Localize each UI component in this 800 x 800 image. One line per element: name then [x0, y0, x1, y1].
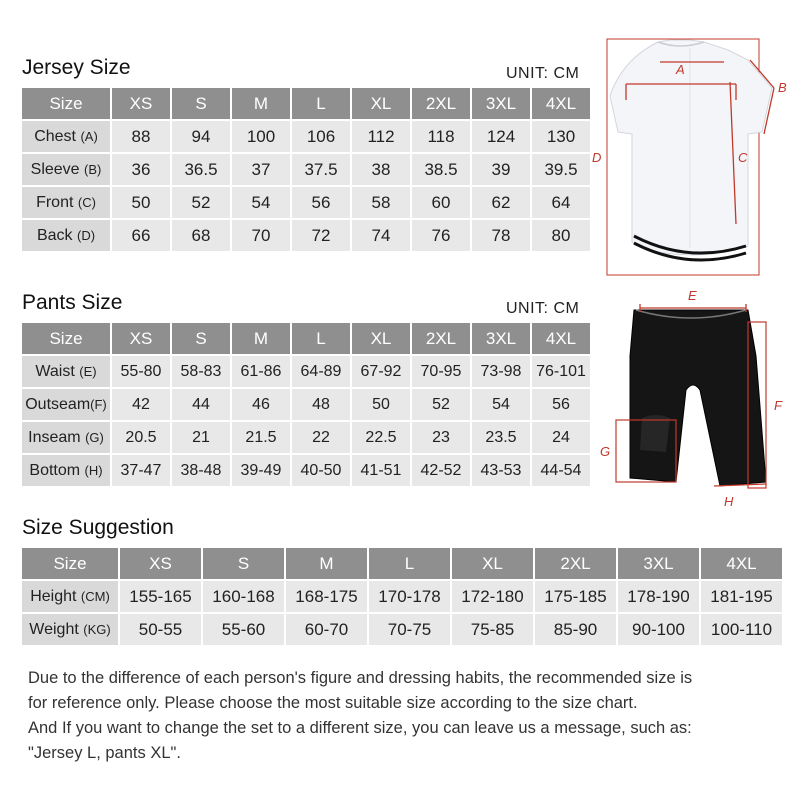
table-cell: 39-49 — [231, 454, 291, 487]
table-cell: 73-98 — [471, 355, 531, 388]
header-cell: 2XL — [411, 322, 471, 355]
table-cell: 46 — [231, 388, 291, 421]
table-cell: 56 — [531, 388, 591, 421]
header-cell: L — [368, 547, 451, 580]
table-cell: 50-55 — [119, 613, 202, 646]
table-cell: 68 — [171, 219, 231, 252]
table-cell: 64-89 — [291, 355, 351, 388]
table-cell: 181-195 — [700, 580, 783, 613]
table-row — [21, 580, 783, 613]
jersey-size-title: Jersey Size — [22, 56, 131, 79]
note-line: for reference only. Please choose the most suitable size according to the size chart. — [28, 694, 638, 712]
table-cell: 172-180 — [451, 580, 534, 613]
header-cell: S — [171, 322, 231, 355]
jersey-body — [610, 40, 772, 255]
jersey-illustration — [592, 36, 794, 280]
table-cell: 55-60 — [202, 613, 285, 646]
table-cell: 42 — [111, 388, 171, 421]
table-cell: 155-165 — [119, 580, 202, 613]
table-cell: 60-70 — [285, 613, 368, 646]
table-cell: 62 — [471, 186, 531, 219]
row-label: Inseam (G) — [21, 421, 111, 454]
table-row — [21, 421, 591, 454]
table-cell: 38 — [351, 153, 411, 186]
jersey-label-a: A — [676, 62, 685, 77]
table-cell: 50 — [111, 186, 171, 219]
table-row — [21, 613, 783, 646]
table-cell: 170-178 — [368, 580, 451, 613]
table-cell: 44 — [171, 388, 231, 421]
table-cell: 70-75 — [368, 613, 451, 646]
header-cell: 3XL — [617, 547, 700, 580]
jersey-label-c: C — [738, 150, 748, 165]
table-cell: 54 — [471, 388, 531, 421]
header-cell: S — [171, 87, 231, 120]
table-cell: 78 — [471, 219, 531, 252]
pants-label-f: F — [774, 398, 782, 413]
header-cell: Size — [21, 547, 119, 580]
pants-size-table — [20, 321, 592, 488]
table-cell: 22.5 — [351, 421, 411, 454]
table-cell: 130 — [531, 120, 591, 153]
table-cell: 175-185 — [534, 580, 617, 613]
header-cell: 4XL — [700, 547, 783, 580]
table-header-row — [21, 322, 591, 355]
header-cell: 4XL — [531, 87, 591, 120]
table-cell: 90-100 — [617, 613, 700, 646]
table-cell: 112 — [351, 120, 411, 153]
row-label: Height (CM) — [21, 580, 119, 613]
table-header-row — [21, 547, 783, 580]
table-cell: 54 — [231, 186, 291, 219]
table-cell: 21.5 — [231, 421, 291, 454]
table-row — [21, 153, 591, 186]
header-cell: 3XL — [471, 87, 531, 120]
size-recommendation-note — [28, 666, 780, 766]
table-cell: 39 — [471, 153, 531, 186]
table-cell: 22 — [291, 421, 351, 454]
table-cell: 42-52 — [411, 454, 471, 487]
jersey-unit-label: UNIT: CM — [506, 65, 580, 82]
table-cell: 94 — [171, 120, 231, 153]
table-cell: 80 — [531, 219, 591, 252]
row-label: Outseam(F) — [21, 388, 111, 421]
table-cell: 21 — [171, 421, 231, 454]
table-cell: 52 — [411, 388, 471, 421]
table-cell: 74 — [351, 219, 411, 252]
table-cell: 160-168 — [202, 580, 285, 613]
table-cell: 85-90 — [534, 613, 617, 646]
jersey-size-table — [20, 86, 592, 253]
table-cell: 106 — [291, 120, 351, 153]
table-cell: 60 — [411, 186, 471, 219]
table-cell: 48 — [291, 388, 351, 421]
note-line: Due to the difference of each person's figure and dressing habits, the recommended size is — [28, 669, 693, 687]
table-cell: 38.5 — [411, 153, 471, 186]
header-cell: XS — [111, 87, 171, 120]
header-cell: XL — [351, 322, 411, 355]
size-suggestion-table — [20, 546, 784, 647]
header-cell: S — [202, 547, 285, 580]
table-cell: 24 — [531, 421, 591, 454]
table-cell: 168-175 — [285, 580, 368, 613]
table-row — [21, 355, 591, 388]
pants-unit-label: UNIT: CM — [506, 300, 580, 317]
table-cell: 43-53 — [471, 454, 531, 487]
header-cell: M — [231, 322, 291, 355]
row-label: Waist (E) — [21, 355, 111, 388]
header-cell: 2XL — [534, 547, 617, 580]
size-suggestion-title: Size Suggestion — [22, 516, 174, 539]
table-cell: 36.5 — [171, 153, 231, 186]
header-cell: 2XL — [411, 87, 471, 120]
header-cell: 4XL — [531, 322, 591, 355]
jersey-label-d: D — [592, 150, 602, 165]
table-cell: 100-110 — [700, 613, 783, 646]
row-label: Back (D) — [21, 219, 111, 252]
table-cell: 88 — [111, 120, 171, 153]
table-cell: 50 — [351, 388, 411, 421]
header-cell: Size — [21, 87, 111, 120]
table-row — [21, 219, 591, 252]
table-header-row — [21, 87, 591, 120]
table-cell: 39.5 — [531, 153, 591, 186]
table-cell: 58-83 — [171, 355, 231, 388]
table-cell: 70-95 — [411, 355, 471, 388]
table-row — [21, 454, 591, 487]
header-cell: XS — [119, 547, 202, 580]
header-cell: XL — [351, 87, 411, 120]
header-cell: Size — [21, 322, 111, 355]
table-cell: 76-101 — [531, 355, 591, 388]
table-row — [21, 388, 591, 421]
table-cell: 75-85 — [451, 613, 534, 646]
row-label: Chest (A) — [21, 120, 111, 153]
table-cell: 52 — [171, 186, 231, 219]
header-cell: L — [291, 87, 351, 120]
table-cell: 40-50 — [291, 454, 351, 487]
table-cell: 55-80 — [111, 355, 171, 388]
table-cell: 118 — [411, 120, 471, 153]
header-cell: 3XL — [471, 322, 531, 355]
table-cell: 44-54 — [531, 454, 591, 487]
header-cell: M — [285, 547, 368, 580]
row-label: Bottom (H) — [21, 454, 111, 487]
table-cell: 37 — [231, 153, 291, 186]
pants-illustration — [596, 286, 796, 512]
header-cell: M — [231, 87, 291, 120]
table-cell: 72 — [291, 219, 351, 252]
row-label: Front (C) — [21, 186, 111, 219]
table-row — [21, 120, 591, 153]
table-cell: 36 — [111, 153, 171, 186]
pants-label-h: H — [724, 494, 734, 509]
header-cell: XS — [111, 322, 171, 355]
pants-label-e: E — [688, 288, 697, 303]
table-cell: 20.5 — [111, 421, 171, 454]
table-cell: 23.5 — [471, 421, 531, 454]
table-row — [21, 186, 591, 219]
table-cell: 124 — [471, 120, 531, 153]
row-label: Sleeve (B) — [21, 153, 111, 186]
table-cell: 23 — [411, 421, 471, 454]
table-cell: 58 — [351, 186, 411, 219]
note-line: And If you want to change the set to a different size, you can leave us a message, such as: — [28, 719, 692, 737]
table-cell: 64 — [531, 186, 591, 219]
table-cell: 37-47 — [111, 454, 171, 487]
row-label: Weight (KG) — [21, 613, 119, 646]
table-cell: 41-51 — [351, 454, 411, 487]
table-cell: 67-92 — [351, 355, 411, 388]
shorts-body — [630, 310, 766, 486]
note-line: "Jersey L, pants XL". — [28, 744, 181, 762]
table-cell: 38-48 — [171, 454, 231, 487]
table-cell: 100 — [231, 120, 291, 153]
jersey-label-b: B — [778, 80, 787, 95]
pants-label-g: G — [600, 444, 611, 459]
table-cell: 37.5 — [291, 153, 351, 186]
header-cell: XL — [451, 547, 534, 580]
pants-size-title: Pants Size — [22, 291, 123, 314]
table-cell: 61-86 — [231, 355, 291, 388]
table-cell: 66 — [111, 219, 171, 252]
table-cell: 178-190 — [617, 580, 700, 613]
table-cell: 76 — [411, 219, 471, 252]
table-cell: 70 — [231, 219, 291, 252]
table-cell: 56 — [291, 186, 351, 219]
header-cell: L — [291, 322, 351, 355]
